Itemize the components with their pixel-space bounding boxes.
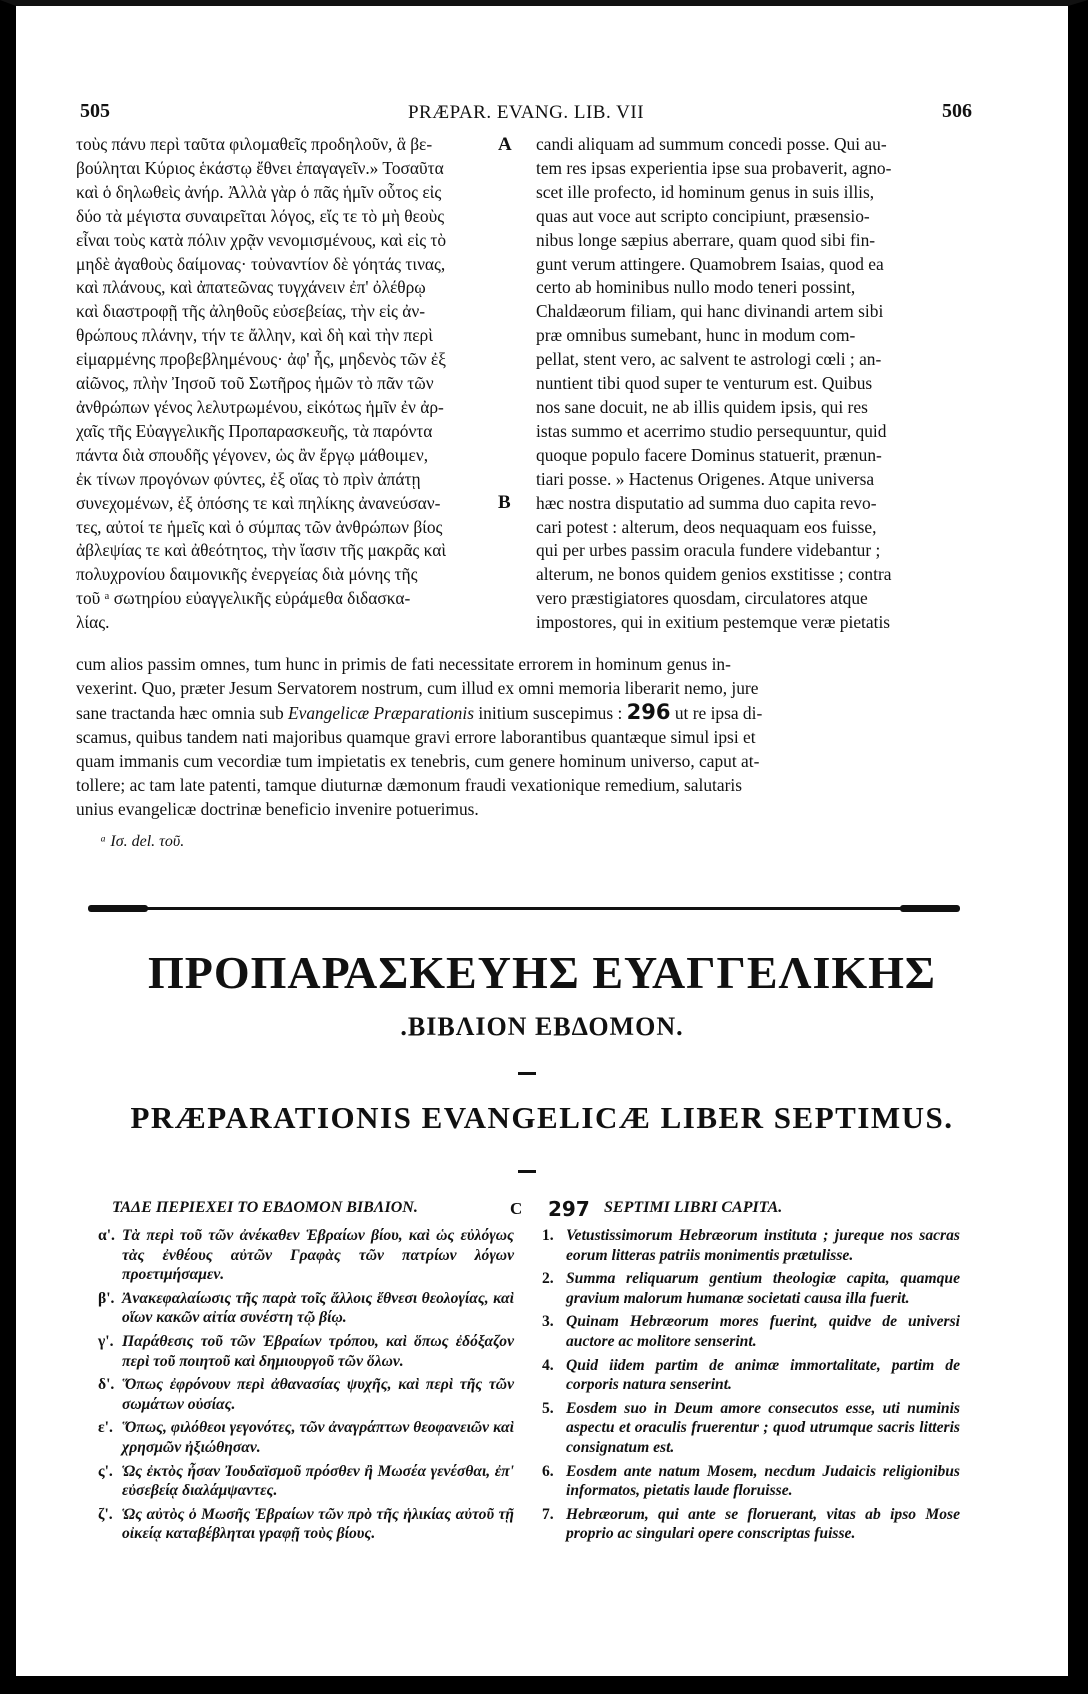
text-line: scamus, quibus tandem nati majoribus quamque gravi errore laborantibus quantæque simul ipsi et — [76, 727, 756, 747]
text-line: εἱμαρμένης προβεβλημένους· ἀφ' ἧς, μηδενὸς τῶν ἐξ — [76, 349, 446, 370]
list-item — [98, 1226, 514, 1285]
latin-chapter-list — [542, 1226, 960, 1548]
text-line: alterum, ne bonos quidem genios exstitisse ; contra — [536, 564, 892, 585]
margin-letter-a: A — [498, 134, 512, 155]
item-number: 2. — [542, 1270, 554, 1288]
text-line: πολυχρονίου δαιμονικῆς ἐνεργείας διὰ μόνης τῆς — [76, 564, 418, 585]
text-line: τες, αὐτοί τε ἡμεῖς καὶ ὁ σύμπας τῶν ἀνθρώπων βίος — [76, 516, 443, 537]
text-line: certo ab hominibus nullo modo teneri possint, — [536, 277, 856, 298]
list-item — [542, 1312, 960, 1351]
greek-chapter-list — [98, 1226, 514, 1548]
text-line: τοῦ ᵃ σωτηρίου εὐαγγελικῆς εὑράμεθα διδασκα- — [76, 588, 411, 609]
item-text: Summa reliquarum gentium theologiæ capita, quamque gravium malorum humanæ societati causa illa fuerit. — [566, 1270, 960, 1307]
greek-text-column — [76, 133, 494, 635]
item-number: 7. — [542, 1505, 554, 1523]
greek-toc-heading: ΤΑΔΕ ΠΕΡΙΕΧΕΙ ΤΟ ΕΒΔΟΜΟΝ ΒΙΒΛΙΟΝ. — [112, 1199, 418, 1216]
text-span: ut re ipsa di- — [670, 703, 763, 723]
greek-book-title: ΠΡΟΠΑΡΑΣΚΕΥΗΣ ΕΥΑΓΓΕΛΙΚΗΣ — [147, 947, 937, 998]
item-text: Vetustissimorum Hebræorum instituta ; jureque nos sacras eorum litteras patriis monimentis prætulisse. — [566, 1227, 960, 1264]
item-number: 5. — [542, 1399, 554, 1417]
item-number: 6. — [542, 1462, 554, 1480]
text-line: nibus longe sæpius aberrare, quam quod sibi fin- — [536, 229, 876, 250]
text-line: candi aliquam ad summum concedi posse. Qui au- — [536, 134, 887, 154]
text-line: Chaldæorum filiam, qui hanc divinandi artem sibi — [536, 301, 884, 322]
text-line: unius evangelicæ doctrinæ beneficio invenire potuerimus. — [76, 799, 479, 819]
list-item — [542, 1356, 960, 1395]
list-item — [98, 1418, 514, 1457]
text-line: βούληται Κύριος ἑκάστῳ ἔθνει ἐπαγαγεῖν.» Τοσαῦτα — [76, 157, 444, 178]
list-item — [542, 1462, 960, 1501]
latin-book-title: PRÆPARATIONIS EVANGELICÆ LIBER SEPTIMUS. — [130, 1100, 954, 1135]
text-line: hæc nostra disputatio ad summa duo capita revo- — [536, 492, 877, 513]
list-item — [98, 1375, 514, 1414]
text-span: sane tractanda hæc omnia sub — [76, 703, 288, 723]
text-line: καὶ πλάνους, καὶ ἀπατεῶνας τυγχάνειν ἐπ' ὀλέθρῳ — [76, 277, 426, 298]
section-divider — [92, 907, 956, 910]
item-text: Quid iidem partim de animæ immortalitate, partim de corporis natura senserint. — [566, 1356, 960, 1394]
item-text: Eosdem ante natum Mosem, necdum Judaicis religionibus informatos, pietatis laude floruisse. — [566, 1462, 960, 1500]
text-line: συνεχομένων, ἐξ ὁπόσης τε καὶ πηλίκης ἀνανεύσαν- — [76, 492, 441, 513]
text-line: μηδὲ ἀγαθοὺς δαίμονας· τοὐναντίον δὲ γόητάς τινας, — [76, 253, 446, 274]
item-number: δ'. — [98, 1376, 115, 1394]
text-line: ἀνθρώπων γένος λελυτρωμένου, εἰκότως ἡμῖν ἐν ἀρ- — [76, 396, 444, 417]
item-text: Hebræorum, qui ante se floruerant, vitas ab ipso Mose proprio ac singulari opere conscriptas fuisse. — [566, 1505, 960, 1543]
list-item — [98, 1462, 514, 1501]
text-line: tollere; ac tam late patenti, tamque diuturnæ dæmonum fraudi vexationique remedium, salutaris — [76, 775, 742, 795]
item-number: 1. — [542, 1227, 554, 1244]
text-line: ἐκ τίνων προγόνων φύντες, ἐξ οἵας τὸ πρὶν ἀπάτῃ — [76, 468, 421, 489]
list-item — [542, 1269, 960, 1308]
text-line: qui per urbes passim oracula fundere videbantur ; — [536, 540, 881, 561]
list-item — [98, 1332, 514, 1371]
running-head — [80, 100, 972, 126]
text-line: τοὺς πάνυ περὶ ταῦτα φιλομαθεῖς προδηλοῦν, ἃ βε- — [76, 134, 433, 154]
item-text: Ὡς ἐκτὸς ἦσαν Ἰουδαϊσμοῦ πρόσθεν ἢ Μωσέα γενέσθαι, ἐπ' εὐσεβείᾳ διαλάμψαντες. — [122, 1462, 514, 1500]
column-marker-296: 296 — [626, 700, 671, 724]
margin-letter-c: C — [510, 1199, 523, 1218]
continuation-paragraph — [76, 652, 954, 821]
text-line: nuntient tibi quod super te venturum est. Quibus — [536, 373, 873, 394]
item-text: Ὡς αὐτὸς ὁ Μωσῆς Ἑβραίων τῶν πρὸ τῆς ἡλικίας αὐτοῦ τῇ οἰκείᾳ καταβέβληται γραφῇ τοὺς βίους. — [122, 1505, 514, 1543]
text-line: καὶ ὁ δηλωθεὶς ἀνήρ. Ἀλλὰ γὰρ ὁ πᾶς ἡμῖν οὗτος εἰς — [76, 181, 442, 202]
text-line: istas summo et acerrimo studio persequuntur, quid — [536, 420, 887, 441]
greek-book-subtitle: .ΒΙΒΛΙΟΝ ΕΒΔΟΜΟΝ. — [400, 1012, 684, 1041]
text-line: ἀβλεψίας τε καὶ ἀθεότητος, τὴν ἴασιν τῆς μακρᾶς καὶ — [76, 540, 447, 561]
text-line: καὶ διαστροφῇ τῆς ἀληθοῦς εὐσεβείας, τὴν εἰς ἀν- — [76, 301, 426, 322]
item-text: Παράθεσις τοῦ τῶν Ἑβραίων τρόπου, καὶ ὅπως ἐδόξαζον περὶ τοῦ ποιητοῦ καὶ δημιουργοῦ τῶν ὅλων. — [122, 1332, 514, 1370]
item-text: Ὅπως, φιλόθεοι γεγονότες, τῶν ἀναγράπτων θεοφανειῶν καὶ χρησμῶν ἠξιώθησαν. — [122, 1419, 514, 1456]
item-number: ς'. — [98, 1462, 113, 1480]
text-line: quas aut voce aut scripto concipiunt, præsensio- — [536, 205, 870, 226]
text-line: χαῖς τῆς Εὐαγγελικῆς Προπαρασκευῆς, τὰ παρόντα — [76, 420, 433, 441]
text-line: scet ille profecto, id hominum genus in suis illis, — [536, 181, 875, 202]
item-text: Ἀνακεφαλαίωσις τῆς παρὰ τοῖς ἄλλοις ἔθνεσι θεολογίας, καὶ οἵων κακῶν αἰτία συνέστη τῷ βίῳ. — [122, 1289, 514, 1327]
title-dash — [518, 1072, 536, 1075]
footnote: ᵃ Ισ. del. τοῦ. — [100, 833, 185, 850]
item-text: Τὰ περὶ τοῦ τῶν ἀνέκαθεν Ἑβραίων βίου, καὶ ὡς εὐλόγως τὰς ἐνθέους αὐτῶν Γραφὰς τῶν πατρίων λόγων προετιμήσαμεν. — [122, 1227, 514, 1284]
item-number: α'. — [98, 1227, 115, 1244]
list-item — [98, 1505, 514, 1544]
item-number: ζ'. — [98, 1505, 113, 1523]
page-number-left: 505 — [80, 100, 110, 122]
text-line: gunt verum attingere. Quamobrem Isaias, quod ea — [536, 253, 884, 274]
italic-title: Evangelicæ Præparationis — [288, 703, 474, 723]
text-span: initium suscepimus : — [473, 703, 627, 723]
list-item — [542, 1399, 960, 1458]
running-title: PRÆPAR. EVANG. LIB. VII — [407, 102, 645, 123]
text-line: pellat, stent vero, ac salvent te astrologi cœli ; an- — [536, 349, 882, 370]
item-text: Eosdem suo in Deum amore consecutos esse, uti numinis aspectu et oraculis fruerentur ; quod utrumque sacris litteris consignatum est. — [566, 1399, 960, 1456]
list-item — [542, 1226, 960, 1265]
item-number: 3. — [542, 1313, 554, 1331]
item-text: Ὅπως ἐφρόνουν περὶ ἀθανασίας ψυχῆς, καὶ περὶ τῆς τῶν σωμάτων οὐσίας. — [122, 1376, 514, 1413]
text-line — [76, 700, 954, 725]
latin-text-column — [536, 133, 954, 635]
text-line: εἶναι τοὺς κατὰ πόλιν χρᾷν νενομισμένους, καὶ εἰς τὸ — [76, 229, 447, 250]
item-number: β'. — [98, 1289, 115, 1307]
item-number: γ'. — [98, 1332, 114, 1350]
text-line: impostores, qui in exitium pestemque veræ pietatis — [536, 612, 891, 633]
text-line: nos sane docuit, ne ab illis quidem ipsis, qui res — [536, 396, 868, 417]
text-line: tem res ipsas experientia ipse sua probaverit, agno- — [536, 157, 892, 178]
text-line: præ omnibus sumebant, hunc in modum com- — [536, 325, 856, 346]
text-line: quoque populo facere Dominus statuerit, prænun- — [536, 444, 882, 465]
item-number: ε'. — [98, 1419, 113, 1437]
text-line: πάντα διὰ σπουδῆς γέγονεν, ὡς ἂν ἔργῳ μάθοιμεν, — [76, 444, 429, 465]
margin-letter-b: B — [498, 492, 511, 513]
text-line: quam immanis cum vecordiæ tum impietatis ex tenebris, cum genere hominum universo, caput at- — [76, 751, 760, 771]
text-line: cum alios passim omnes, tum hunc in primis de fati necessitate errorem in hominum genus in- — [76, 654, 731, 674]
latin-toc-heading: SEPTIMI LIBRI CAPITA. — [604, 1199, 783, 1216]
text-line: tiari posse. » Hactenus Origenes. Atque universa — [536, 468, 875, 489]
text-line: vero præstigiatores quosdam, circulatores atque — [536, 588, 868, 609]
text-line: δύο τὰ μέγιστα συναιρεῖται λόγος, εἴς τε τὸ μὴ θεοὺς — [76, 205, 445, 226]
list-item — [98, 1289, 514, 1328]
text-line: θρώπους πλάνην, τήν τε ἄλλην, καὶ δὴ καὶ τὴν περὶ — [76, 325, 433, 346]
text-line: αἰῶνος, πλὴν Ἰησοῦ τοῦ Σωτῆρος ἡμῶν τὸ πᾶν τῶν — [76, 373, 434, 394]
text-line: cari potest : alterum, deos nequaquam eos fuisse, — [536, 516, 877, 537]
item-text: Quinam Hebræorum mores fuerint, quidve de universi auctore ac molitore senserint. — [566, 1313, 960, 1350]
column-marker-297: 297 — [548, 1197, 590, 1221]
list-item — [542, 1505, 960, 1544]
text-line: λίας. — [76, 612, 110, 633]
text-line: vexerint. Quo, præter Jesum Servatorem nostrum, cum illud ex omni memoria liberarit nemo, jure — [76, 678, 759, 698]
item-number: 4. — [542, 1356, 554, 1374]
page-number-right: 506 — [942, 100, 972, 122]
title-dash — [518, 1170, 536, 1173]
